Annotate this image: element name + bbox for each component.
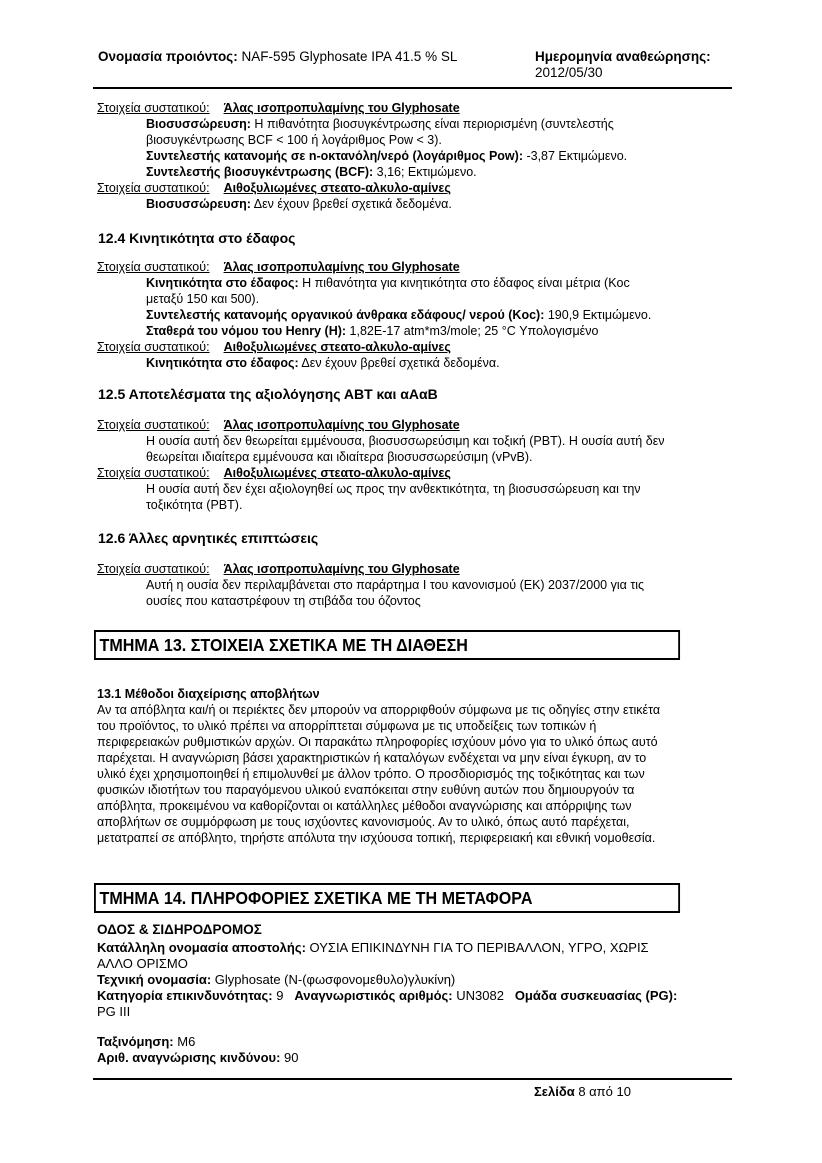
section-13-body bbox=[97, 702, 737, 852]
section-13-title: ΤΜΗΜΑ 13. ΣΤΟΙΧΕΙΑ ΣΧΕΤΙΚΑ ΜΕ ΤΗ ΔΙΑΘΕΣΗ bbox=[94, 630, 680, 660]
disposal-text: περιφερειακών ρυθμιστικών αρχών. Οι παρακάτω πληροφορίες ισχύουν μόνο για το υλικό όπως αυτό bbox=[97, 735, 658, 749]
component-name: Αιθοξυλιωμένες στεατο-αλκυλο-αμίνες bbox=[223, 181, 451, 195]
ozone-text: Αυτή η ουσία δεν περιλαμβάνεται στο παράρτημα I του κανονισμού (ΕΚ) 2037/2000 για τις bbox=[146, 578, 645, 592]
component-name: Άλας ισοπροπυλαμίνης του Glyphosate bbox=[223, 260, 460, 274]
component-line bbox=[97, 180, 451, 196]
mobility-text: Δεν έχουν βρεθεί σχετικά δεδομένα. bbox=[301, 356, 500, 370]
hazard-class-label: Κατηγορία επικινδυνότητας: bbox=[97, 988, 273, 1003]
shipping-name-value: ΟΥΣΙΑ ΕΠΙΚΙΝΔΥΝΗ ΓΙΑ ΤΟ ΠΕΡΙΒΑΛΛΟΝ, ΥΓΡΟ, ΧΩΡΙΣ bbox=[309, 940, 649, 955]
component-label: Στοιχεία συστατικού: bbox=[97, 101, 210, 115]
header-revision bbox=[535, 49, 711, 81]
section-12-4-heading: 12.4 Κινητικότητα στο έδαφος bbox=[98, 230, 296, 246]
component-name: Αιθοξυλιωμένες στεατο-αλκυλο-αμίνες bbox=[223, 466, 451, 480]
revision-label: Ημερομηνία αναθεώρησης: bbox=[535, 49, 711, 64]
mobility-text-2: μεταξύ 150 και 500). bbox=[146, 292, 260, 306]
component-label: Στοιχεία συστατικού: bbox=[97, 260, 210, 274]
hazard-class-value: 9 bbox=[276, 988, 284, 1003]
shipping-name-value-2: ΑΛΛΟ ΟΡΙΣΜΟ bbox=[97, 956, 188, 971]
pbt-text-2: θεωρείται ιδιαίτερα εμμένουσα και ιδιαίτερα βιοσυσσωρεύσιμη (vPvB). bbox=[146, 450, 533, 464]
bcf-line bbox=[97, 164, 477, 180]
header-product bbox=[98, 49, 457, 64]
shipping-name-line bbox=[97, 940, 649, 956]
classification-line bbox=[97, 1034, 195, 1050]
component-label: Στοιχεία συστατικού: bbox=[97, 418, 210, 432]
pow-label: Συντελεστής κατανομής σε n-οκτανόλη/νερό (λογάριθμος Pow): bbox=[146, 149, 523, 163]
page-label: Σελίδα bbox=[534, 1084, 575, 1099]
henry-value: 1,82E-17 atm*m3/mole; 25 °C Υπολογισμένο bbox=[349, 324, 599, 338]
component-name: Άλας ισοπροπυλαμίνης του Glyphosate bbox=[223, 562, 460, 576]
disposal-text: αποβλήτων σε συμμόρφωση με τους ισχύοντες κανονισμούς. Αν το υλικό, όπως αυτό παρέχεται, bbox=[97, 815, 630, 829]
mobility-line bbox=[97, 275, 630, 291]
product-value: NAF-595 Glyphosate IPA 41.5 % SL bbox=[241, 49, 458, 64]
component-line bbox=[97, 417, 460, 433]
koc-line bbox=[97, 307, 651, 323]
section-14-title: ΤΜΗΜΑ 14. ΠΛΗΡΟΦΟΡΙΕΣ ΣΧΕΤΙΚΑ ΜΕ ΤΗ ΜΕΤΑΦΟΡΑ bbox=[94, 883, 680, 913]
pbt-text-3: Η ουσία αυτή δεν έχει αξιολογηθεί ως προς την ανθεκτικότητα, τη βιοσυσσώρευση και την bbox=[146, 482, 641, 496]
component-label: Στοιχεία συστατικού: bbox=[97, 466, 210, 480]
technical-name-value: Glyphosate (N-(φωσφονομεθυλο)γλυκίνη) bbox=[214, 972, 456, 987]
footer-rule bbox=[93, 1078, 732, 1080]
disposal-text: παρέχεται. Η αναγνώριση βάσει χαρακτηριστικών ή καταλόγων ενδέχεται να μην είναι έγκυρη, αν το bbox=[97, 751, 647, 765]
mobility-line bbox=[97, 355, 500, 371]
technical-name-line bbox=[97, 972, 455, 988]
bioaccumulation-line bbox=[97, 196, 452, 212]
hazard-id-value: 90 bbox=[284, 1050, 299, 1065]
disposal-text: Αν τα απόβλητα και/ή οι περιέκτες δεν μπορούν να απορριφθούν σύμφωνα με τις οδηγίες στην ετικέτα bbox=[97, 703, 661, 717]
packing-group-label: Ομάδα συσκευασίας (PG): bbox=[514, 988, 678, 1003]
pbt-text: Η ουσία αυτή δεν θεωρείται εμμένουσα, βιοσυσσωρεύσιμη και τοξική (PBT). Η ουσία αυτή δεν bbox=[146, 434, 665, 448]
bcf-value: 3,16; Εκτιμώμενο. bbox=[376, 165, 477, 179]
pow-value: -3,87 Εκτιμώμενο. bbox=[526, 149, 628, 163]
bioaccumulation-text: Η πιθανότητα βιοσυγκέντρωσης είναι περιορισμένη (συντελεστής bbox=[254, 117, 614, 131]
henry-line bbox=[97, 323, 598, 339]
classification-label: Ταξινόμηση: bbox=[97, 1034, 174, 1049]
section-12-6-heading: 12.6 Άλλες αρνητικές επιπτώσεις bbox=[98, 530, 319, 546]
bcf-label: Συντελεστής βιοσυγκέντρωσης (BCF): bbox=[146, 165, 374, 179]
pow-line bbox=[97, 148, 627, 164]
component-line bbox=[97, 100, 460, 116]
bioaccumulation-text-2: βιοσυγκέντρωσης BCF < 100 ή λογάριθμος Pow < 3). bbox=[146, 133, 442, 147]
disposal-text: απόβλητα, προκειμένου να καθορίζονται οι κατάλληλες μέθοδοι αναγνώρισης και απόρριψης των bbox=[97, 799, 632, 813]
hazard-id-line bbox=[97, 1050, 299, 1066]
un-number-label: Αναγνωριστικός αριθμός: bbox=[294, 988, 453, 1003]
component-label: Στοιχεία συστατικού: bbox=[97, 181, 210, 195]
shipping-name-label: Κατάλληλη ονομασία αποστολής: bbox=[97, 940, 306, 955]
component-name: Αιθοξυλιωμένες στεατο-αλκυλο-αμίνες bbox=[223, 340, 451, 354]
section-12-5-heading: 12.5 Αποτελέσματα της αξιολόγησης ΑΒΤ και αΑαΒ bbox=[98, 386, 438, 402]
packing-group-value: PG III bbox=[97, 1004, 131, 1019]
component-line bbox=[97, 339, 451, 355]
component-name: Άλας ισοπροπυλαμίνης του Glyphosate bbox=[223, 418, 460, 432]
mobility-label: Κινητικότητα στο έδαφος: bbox=[146, 356, 299, 370]
technical-name-label: Τεχνική ονομασία: bbox=[97, 972, 212, 987]
disposal-text: υλικό έχει χρησιμοποιηθεί ή επιμολυνθεί με άλλον τρόπο. Ο προσδιορισμός της τοξικότητας και των bbox=[97, 767, 645, 781]
page-value: 8 από 10 bbox=[578, 1084, 631, 1099]
product-label: Ονομασία προιόντος: bbox=[98, 49, 238, 64]
disposal-text: μετατραπεί σε απόβλητο, τηρήστε απόλυτα την ισχύουσα τοπική, περιφερειακή και εθνική νομοθεσία. bbox=[97, 831, 656, 845]
component-name: Άλας ισοπροπυλαμίνης του Glyphosate bbox=[223, 101, 460, 115]
disposal-text: του προϊόντος, το υλικό πρέπει να απορρίπτεται σύμφωνα με τις υποδείξεις των τοπικών ή bbox=[97, 719, 597, 733]
mobility-label: Κινητικότητα στο έδαφος: bbox=[146, 276, 299, 290]
classification-value: M6 bbox=[177, 1034, 196, 1049]
bioaccumulation-label: Βιοσυσσώρευση: bbox=[146, 117, 251, 131]
ozone-text-2: ουσίες που καταστρέφουν τη στιβάδα του όζοντος bbox=[146, 594, 421, 608]
road-rail-heading: ΟΔΟΣ & ΣΙΔΗΡΟΔΡΟΜΟΣ bbox=[97, 922, 262, 937]
component-line bbox=[97, 259, 460, 275]
hazard-id-label: Αριθ. αναγνώρισης κινδύνου: bbox=[97, 1050, 281, 1065]
component-label: Στοιχεία συστατικού: bbox=[97, 562, 210, 576]
disposal-text: φυσικών ιδιοτήτων του παραγόμενου υλικού εναπόκειται στην ευθύνη αυτών που δημιουργούν τα bbox=[97, 783, 635, 797]
bioaccumulation-line bbox=[97, 116, 614, 132]
component-line bbox=[97, 465, 451, 481]
section-13-1-heading: 13.1 Μέθοδοι διαχείρισης αποβλήτων bbox=[97, 687, 320, 701]
class-line bbox=[97, 988, 677, 1004]
koc-label: Συντελεστής κατανομής οργανικού άνθρακα εδάφους/ νερού (Koc): bbox=[146, 308, 545, 322]
page-number bbox=[534, 1084, 631, 1099]
bioaccumulation-label: Βιοσυσσώρευση: bbox=[146, 197, 251, 211]
component-label: Στοιχεία συστατικού: bbox=[97, 340, 210, 354]
un-number-value: UN3082 bbox=[456, 988, 504, 1003]
henry-label: Σταθερά του νόμου του Henry (H): bbox=[146, 324, 347, 338]
mobility-text: Η πιθανότητα για κινητικότητα στο έδαφος είναι μέτρια (Koc bbox=[302, 276, 630, 290]
component-line bbox=[97, 561, 460, 577]
koc-value: 190,9 Εκτιμώμενο. bbox=[547, 308, 652, 322]
revision-value: 2012/05/30 bbox=[535, 65, 603, 80]
header-rule bbox=[93, 87, 732, 89]
bioaccumulation-text: Δεν έχουν βρεθεί σχετικά δεδομένα. bbox=[253, 197, 452, 211]
pbt-text-4: τοξικότητα (PBT). bbox=[146, 498, 243, 512]
